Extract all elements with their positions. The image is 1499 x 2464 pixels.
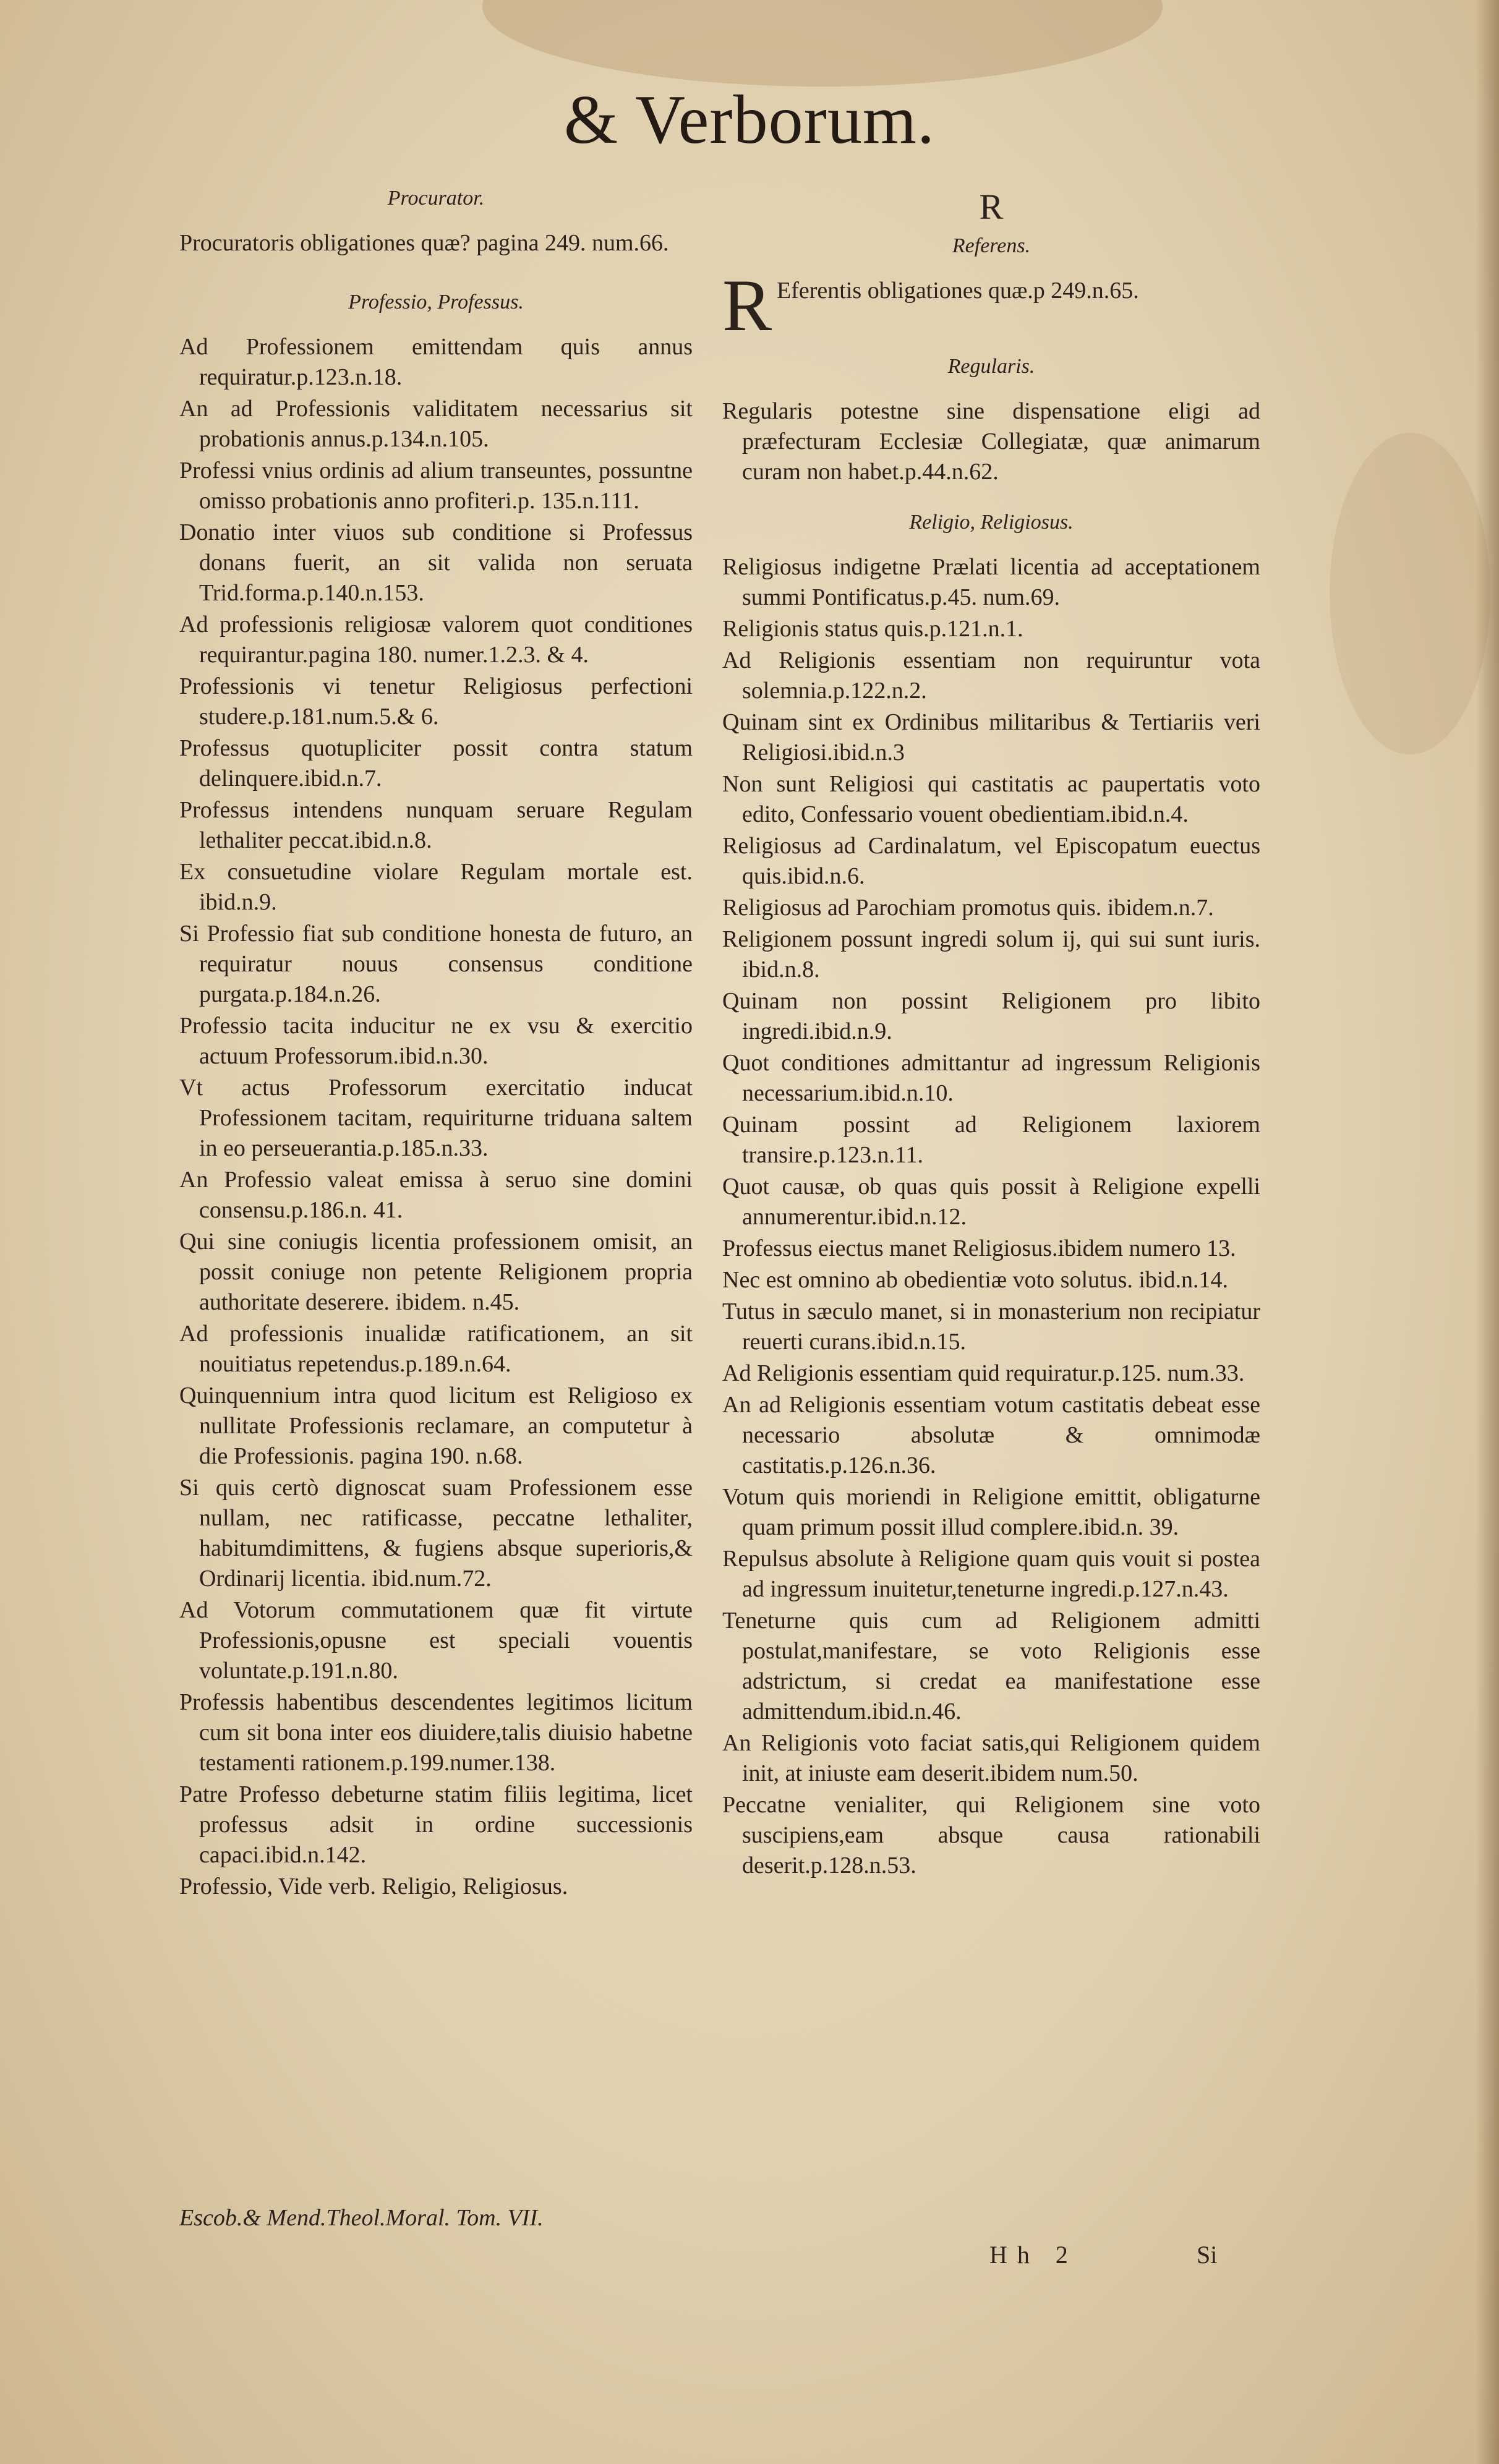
- running-title: Escob.& Mend.Theol.Moral. Tom. VII.: [179, 2205, 544, 2231]
- water-stain: [1330, 433, 1490, 754]
- index-entry: Regularis potestne sine dispensatione eligi ad præfecturam Ecclesiæ Collegiatæ, quæ animarum curam non habet.p.44.n.62.: [722, 398, 1260, 485]
- index-entry: Quinam possint ad Religionem laxiorem transire.p.123.n.11.: [722, 1112, 1260, 1168]
- index-entry: Nec est omnino ab obedientiæ voto solutus. ibid.n.14.: [722, 1267, 1228, 1293]
- drop-cap: R: [722, 264, 772, 346]
- index-letter: R: [979, 187, 1004, 227]
- index-entry: An ad Professionis validitatem necessarius sit probationis annus.p.134.n.105.: [179, 396, 693, 452]
- index-entry: Ad Professionem emittendam quis annus requiratur.p.123.n.18.: [179, 334, 693, 390]
- index-entry: Si quis certò dignoscat suam Professionem esse nullam, nec ratificasse, peccatne lethaliter, habitumdimittens, & fugiens absque superioris,& Ordinarij licentia. ibid.num.72.: [179, 1475, 693, 1592]
- index-entry: Votum quis moriendi in Religione emittit, obligaturne quam primum possit illud complere.ibid.n. 39.: [722, 1484, 1260, 1540]
- index-entry: Quinam non possint Religionem pro libito ingredi.ibid.n.9.: [722, 988, 1260, 1044]
- index-entry: An Religionis voto faciat satis,qui Religionem quidem init, at iniuste eam deserit.ibidem num.50.: [722, 1730, 1260, 1786]
- section-heading-referens: Referens.: [952, 234, 1031, 257]
- page-edge-shadow: [1476, 0, 1499, 2464]
- index-entry: Ad Religionis essentiam non requiruntur vota solemnia.p.122.n.2.: [722, 647, 1260, 704]
- index-entry: Professi vnius ordinis ad alium transeuntes, possuntne omisso probationis anno profiteri.p. 135.n.111.: [179, 458, 693, 514]
- index-entry: Peccatne venialiter, qui Religionem sine voto suscipiens,eam absque causa rationabili deserit.p.128.n.53.: [722, 1792, 1260, 1878]
- index-entry: Religiosus ad Cardinalatum, vel Episcopatum euectus quis.ibid.n.6.: [722, 833, 1260, 889]
- index-entry: Si Professio fiat sub conditione honesta de futuro, an requiratur nouus consensus conditione purgata.p.184.n.26.: [179, 921, 693, 1007]
- index-entry: Vt actus Professorum exercitatio inducat Professionem tacitam, requiriturne triduana saltem in eo perseuerantia.p.185.n.33.: [179, 1075, 693, 1161]
- index-entry: Professus eiectus manet Religiosus.ibidem numero 13.: [722, 1235, 1236, 1261]
- index-entry: Professus quotupliciter possit contra statum delinquere.ibid.n.7.: [179, 735, 693, 791]
- index-entry: Ad Religionis essentiam quid requiratur.p.125. num.33.: [722, 1360, 1245, 1386]
- page-title: & Verborum.: [564, 82, 935, 158]
- section-heading-professio: Professio, Professus.: [348, 291, 524, 313]
- index-entry: Procuratoris obligationes quæ? pagina 249. num.66.: [179, 230, 669, 256]
- index-entry: Religionem possunt ingredi solum ij, qui sui sunt iuris. ibid.n.8.: [722, 926, 1260, 983]
- index-entry: Ex consuetudine violare Regulam mortale est. ibid.n.9.: [179, 859, 693, 915]
- signature-mark: Hh 2: [989, 2241, 1078, 2269]
- section-heading-regularis: Regularis.: [947, 355, 1035, 378]
- index-entry: Religionis status quis.p.121.n.1.: [722, 616, 1023, 642]
- index-entry: Professio tacita inducitur ne ex vsu & exercitio actuum Professorum.ibid.n.30.: [179, 1013, 693, 1069]
- left-column: [179, 179, 693, 1903]
- section-heading-procurator: Procurator.: [387, 187, 485, 210]
- index-entry: An Professio valeat emissa à seruo sine domini consensu.p.186.n. 41.: [179, 1167, 693, 1223]
- index-entry: Patre Professo debeturne statim filiis legitima, licet professus adsit in ordine successionis capaci.ibid.n.142.: [179, 1781, 693, 1868]
- index-entry: An ad Religionis essentiam votum castitatis debeat esse necessario absolutæ & omnimodæ castitatis.p.126.n.36.: [722, 1392, 1260, 1478]
- index-entry: Tutus in sæculo manet, si in monasterium non recipiatur reuerti curans.ibid.n.15.: [722, 1298, 1260, 1355]
- index-entry-text: Eferentis obligationes quæ.p 249.n.65.: [777, 278, 1139, 304]
- index-entry: Quot conditiones admittantur ad ingressum Religionis necessarium.ibid.n.10.: [722, 1050, 1260, 1106]
- index-entry: Quot causæ, ob quas quis possit à Religione expelli annumerentur.ibid.n.12.: [722, 1174, 1260, 1230]
- index-entry: Religiosus indigetne Prælati licentia ad acceptationem summi Pontificatus.p.45. num.69.: [722, 554, 1260, 610]
- water-stain: [482, 0, 1163, 87]
- catchword: Si: [1197, 2241, 1218, 2269]
- index-entry: Ad professionis inualidæ ratificationem, an sit nouitiatus repetendus.p.189.n.64.: [179, 1321, 693, 1377]
- index-entry: Non sunt Religiosi qui castitatis ac paupertatis voto edito, Confessario vouent obedientiam.ibid.n.4.: [722, 771, 1260, 827]
- index-entry: Teneturne quis cum ad Religionem admitti postulat,manifestare, se voto Religionis esse adstrictum, si credat ea manifestatione esse admittendum.ibid.n.46.: [722, 1608, 1260, 1724]
- index-entry: Donatio inter viuos sub conditione si Professus donans fuerit, an sit valida non seruata Trid.forma.p.140.n.153.: [179, 519, 693, 606]
- index-entry: Professio, Vide verb. Religio, Religiosus.: [179, 1874, 568, 1899]
- index-entry: Professionis vi tenetur Religiosus perfectioni studere.p.181.num.5.& 6.: [179, 673, 693, 730]
- index-entry: Repulsus absolute à Religione quam quis vouit si postea ad ingressum inuitetur,teneturne ingredi.p.127.n.43.: [722, 1546, 1260, 1602]
- index-entry: Qui sine coniugis licentia professionem omisit, an possit coniuge non petente Religionem propria authoritate deserere. ibidem. n.45.: [179, 1229, 693, 1315]
- index-entry: Professis habentibus descendentes legitimos licitum cum sit bona inter eos diuidere,talis diuisio habetne testamenti rationem.p.199.numer.138.: [179, 1689, 693, 1776]
- index-entry: Ad professionis religiosæ valorem quot conditiones requirantur.pagina 180. numer.1.2.3. & 4.: [179, 612, 693, 668]
- index-entry: Religiosus ad Parochiam promotus quis. ibidem.n.7.: [722, 895, 1214, 921]
- index-entry: [722, 264, 1260, 346]
- right-column: [722, 179, 1260, 1882]
- index-entry: Ad Votorum commutationem quæ fit virtute Professionis,opusne est speciali vouentis voluntate.p.191.n.80.: [179, 1597, 693, 1684]
- index-entry: Quinquennium intra quod licitum est Religioso ex nullitate Professionis reclamare, an computetur à die Professionis. pagina 190. n.68.: [179, 1383, 693, 1469]
- section-heading-religio: Religio, Religiosus.: [909, 511, 1074, 534]
- index-entry: Professus intendens nunquam seruare Regulam lethaliter peccat.ibid.n.8.: [179, 797, 693, 853]
- index-entry: Quinam sint ex Ordinibus militaribus & Tertiariis veri Religiosi.ibid.n.3: [722, 709, 1260, 765]
